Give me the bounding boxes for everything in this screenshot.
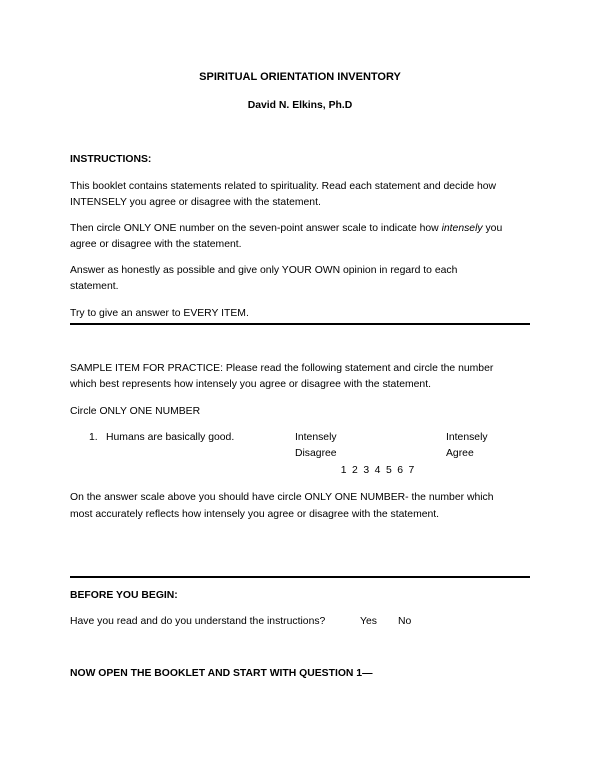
before-heading: BEFORE YOU BEGIN: bbox=[70, 590, 178, 601]
answer-scale bbox=[338, 464, 417, 478]
scale-option-4[interactable]: 4 bbox=[374, 465, 381, 476]
start-instruction: NOW OPEN THE BOOKLET AND START WITH QUESTION 1— bbox=[70, 668, 373, 679]
scale-left-anchor-line-2: Disagree bbox=[295, 448, 337, 459]
document-title: SPIRITUAL ORIENTATION INVENTORY bbox=[199, 71, 401, 83]
scale-right-anchor-line-2: Agree bbox=[446, 448, 474, 459]
sample-item-number: 1. bbox=[89, 432, 98, 443]
scale-left-anchor-line-1: Intensely bbox=[295, 432, 337, 443]
instructions-paragraph-2-line-1 bbox=[70, 222, 502, 236]
instructions-heading: INSTRUCTIONS: bbox=[70, 154, 152, 165]
instructions-paragraph-1-line-1: This booklet contains statements related to spirituality. Read each statement and decide how bbox=[70, 181, 497, 192]
sample-note-line-1: On the answer scale above you should have circle ONLY ONE NUMBER- the number which bbox=[70, 492, 494, 503]
scale-option-6[interactable]: 6 bbox=[397, 465, 404, 476]
instructions-paragraph-2-pre: Then circle ONLY ONE number on the seven-point answer scale to indicate how bbox=[70, 223, 442, 234]
instructions-paragraph-1-line-2: INTENSELY you agree or disagree with the statement. bbox=[70, 197, 321, 208]
no-option[interactable]: No bbox=[398, 616, 412, 627]
instructions-paragraph-4: Try to give an answer to EVERY ITEM. bbox=[70, 308, 249, 319]
instructions-paragraph-3-line-2: statement. bbox=[70, 281, 119, 292]
sample-item-text: Humans are basically good. bbox=[106, 432, 235, 443]
document-author: David N. Elkins, Ph.D bbox=[247, 100, 353, 111]
scale-option-5[interactable]: 5 bbox=[385, 465, 392, 476]
sample-note-line-2: most accurately reflects how intensely you agree or disagree with the statement. bbox=[70, 509, 440, 520]
scale-right-anchor-line-1: Intensely bbox=[446, 432, 488, 443]
scale-option-1[interactable]: 1 bbox=[340, 465, 347, 476]
scale-option-7[interactable]: 7 bbox=[408, 465, 415, 476]
instructions-paragraph-2-post: you bbox=[482, 223, 503, 234]
before-question: Have you read and do you understand the instructions? bbox=[70, 616, 326, 627]
instructions-paragraph-2-emphasis: intensely bbox=[441, 223, 483, 234]
instructions-paragraph-3-line-1: Answer as honestly as possible and give only YOUR OWN opinion in regard to each bbox=[70, 265, 458, 276]
section-divider-2 bbox=[70, 576, 530, 578]
circle-instruction: Circle ONLY ONE NUMBER bbox=[70, 406, 201, 417]
scale-option-2[interactable]: 2 bbox=[352, 465, 358, 476]
instructions-paragraph-2-line-2: agree or disagree with the statement. bbox=[70, 239, 242, 250]
sample-heading-line-2: which best represents how intensely you agree or disagree with the statement. bbox=[70, 379, 431, 390]
sample-heading-line-1: SAMPLE ITEM FOR PRACTICE: Please read the following statement and circle the number bbox=[70, 363, 494, 374]
section-divider-1 bbox=[70, 323, 530, 325]
yes-option[interactable]: Yes bbox=[360, 616, 377, 627]
scale-option-3[interactable]: 3 bbox=[363, 465, 370, 476]
